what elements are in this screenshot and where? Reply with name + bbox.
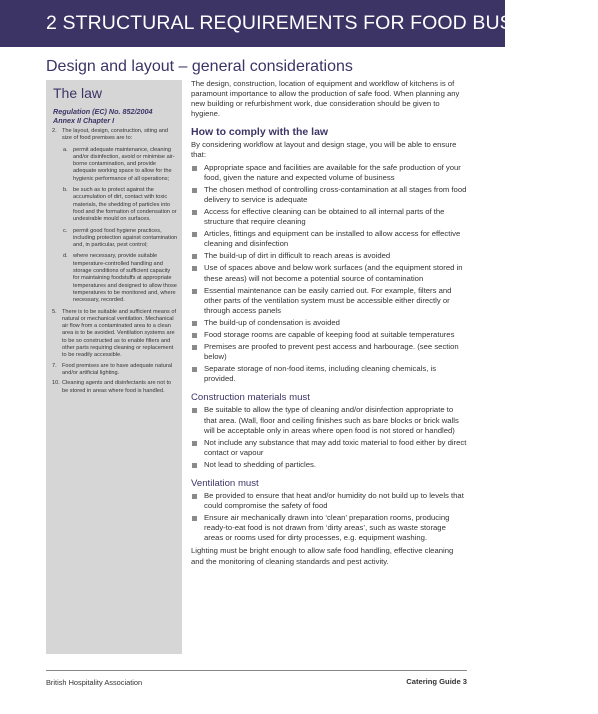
- subclause-letter: d.: [63, 253, 68, 260]
- clause-number: 2.: [52, 128, 57, 134]
- subclause-letter: a.: [63, 146, 68, 153]
- list-item-text: The chosen method of controlling cross-contamination at all stages from food delivery to service is adequate: [204, 184, 467, 204]
- square-bullet-icon: [192, 367, 197, 372]
- clause-number: 5.: [52, 308, 57, 315]
- list-item: [191, 207, 467, 227]
- list-item: [191, 342, 467, 362]
- list-item-text: Premises are proofed to prevent pest access and harbourage. (see section below): [204, 342, 459, 362]
- list-item: [191, 513, 467, 543]
- list-item: [191, 438, 467, 458]
- square-bullet-icon: [192, 232, 197, 237]
- subclause-text: where necessary, provide suitable temperature-controlled handling and storage conditions of sufficient capacity for maintaining foodstuffs at appropriate temperatures and designed to allow those temperatures to be monitored and, where necessary, recorded.: [73, 253, 177, 304]
- list-item: [191, 251, 467, 261]
- list-item: [191, 263, 467, 283]
- subclause: [62, 228, 178, 250]
- list-item: [191, 460, 467, 470]
- subclause-list: [62, 147, 178, 305]
- clause-text: The layout, design, construction, siting and size of food premises are to:: [62, 128, 169, 142]
- square-bullet-icon: [192, 441, 197, 446]
- clause-number: 10.: [52, 380, 60, 387]
- clause-number: 7.: [52, 362, 57, 369]
- list-item: [191, 491, 467, 511]
- comply-heading: How to comply with the law: [191, 126, 329, 139]
- square-bullet-icon: [192, 463, 197, 468]
- square-bullet-icon: [192, 166, 197, 171]
- section-title: Design and layout – general considerations: [46, 58, 353, 75]
- list-item: [191, 405, 467, 435]
- list-item: [191, 185, 467, 205]
- list-item-text: The build-up of condensation is avoided: [204, 317, 340, 327]
- list-item: [191, 229, 467, 249]
- law-clause: [52, 309, 178, 360]
- law-clause: [52, 128, 178, 305]
- square-bullet-icon: [192, 408, 197, 413]
- regulation-number: Regulation (EC) No. 852/2004: [53, 107, 153, 116]
- subclause: [62, 187, 178, 223]
- footer-divider: [46, 670, 467, 671]
- list-item-text: Not include any substance that may add toxic material to food either by direct contact or vapour: [204, 437, 467, 457]
- sidebar-heading: The law: [53, 85, 103, 101]
- list-item-text: Use of spaces above and below work surfaces (and the equipment stored in these areas) will not become a potential source of contamination: [204, 263, 463, 283]
- square-bullet-icon: [192, 494, 197, 499]
- square-bullet-icon: [192, 266, 197, 271]
- regulation-reference: [53, 107, 152, 125]
- list-item-text: The build-up of dirt in difficult to reach areas is avoided: [204, 251, 391, 261]
- square-bullet-icon: [192, 516, 197, 521]
- list-item-text: Be provided to ensure that heat and/or humidity do not build up to levels that could compromise the safety of food: [204, 491, 464, 511]
- square-bullet-icon: [192, 210, 197, 215]
- list-item: [191, 330, 467, 340]
- list-item-text: Food storage rooms are capable of keeping food at suitable temperatures: [204, 329, 455, 339]
- main-content: [191, 79, 467, 567]
- subclause-text: be such as to protect against the accumulation of dirt, contact with toxic materials, the shedding of particles into food and the formation of condensation or undesirable mould on surfaces.: [73, 187, 177, 223]
- list-item: [191, 286, 467, 316]
- ventilation-list: [191, 491, 467, 543]
- list-item-text: Separate storage of non-food items, including cleaning chemicals, is provided.: [204, 364, 437, 384]
- subclause: [62, 147, 178, 183]
- comply-lead: By considering workflow at layout and design stage, you will be able to ensure that:: [191, 140, 457, 160]
- subclause-letter: b.: [63, 187, 68, 194]
- regulation-annex: Annex II Chapter I: [53, 116, 115, 125]
- comply-list: [191, 163, 467, 385]
- materials-heading: Construction materials must: [191, 392, 310, 404]
- list-item-text: Ensure air mechanically drawn into ‘clean’ preparation rooms, producing ready-to-eat food is not drawn from ‘dirty areas’, such as waste storage areas or rooms used for dirty processes, e.g. equipment washing.: [204, 513, 450, 543]
- clause-text: There is to be suitable and sufficient means of natural or mechanical ventilation. Mechanical air flow from a contaminated area to a clean area is to be avoided. Ventilation systems are to be so constructed as to enable filters and other parts requiring cleaning or replacement to be readily accessible.: [62, 308, 177, 359]
- law-clause-list: [52, 128, 178, 398]
- clause-text: Food premises are to have adequate natural and/or artificial lighting.: [62, 362, 173, 376]
- square-bullet-icon: [192, 188, 197, 193]
- list-item: [191, 364, 467, 384]
- ventilation-heading: Ventilation must: [191, 478, 259, 489]
- law-clause: [52, 363, 178, 378]
- page-header-band: [0, 0, 598, 47]
- list-item: [191, 318, 467, 328]
- square-bullet-icon: [192, 321, 197, 326]
- square-bullet-icon: [192, 345, 197, 350]
- lighting-paragraph: Lighting must be bright enough to allow safe food handling, effective cleaning and the monitoring of cleaning standards and pest activity.: [191, 546, 454, 566]
- square-bullet-icon: [192, 254, 197, 259]
- list-item-text: Appropriate space and facilities are available for the safe production of your food, given the nature and expected volume of business: [204, 162, 461, 182]
- list-item-text: Essential maintenance can be easily carried out. For example, filters and other parts of the ventilation system must be accessible either directly or through access panels: [204, 285, 452, 315]
- subclause: [62, 253, 178, 304]
- law-sidebar: [46, 80, 182, 654]
- intro-paragraph: The design, construction, location of equipment and workflow of kitchens is of paramount importance to allow the production of safe food. When planning any new building or refurbishment work, due consideration should be given to hygiene.: [191, 79, 460, 119]
- chapter-title: 2 STRUCTURAL REQUIREMENTS FOR FOOD BUSINESSES: [46, 12, 598, 34]
- list-item: [191, 163, 467, 183]
- list-item-text: Articles, fittings and equipment can be installed to allow access for effective cleaning and disinfection: [204, 229, 461, 249]
- list-item-text: Access for effective cleaning can be obtained to all internal parts of the structure that require cleaning: [204, 206, 445, 227]
- square-bullet-icon: [192, 333, 197, 338]
- subclause-text: permit adequate maintenance, cleaning and/or disinfection, avoid or minimise air-borne contamination, and provide adequate working space to allow for the hygienic performance of all operations;: [73, 146, 175, 182]
- law-clause: [52, 380, 178, 395]
- subclause-text: permit good food hygiene practices, including protection against contamination and, in particular, pest control;: [73, 227, 178, 249]
- clause-text: Cleaning agents and disinfectants are not to be stored in areas where food is handled.: [62, 380, 172, 394]
- square-bullet-icon: [192, 289, 197, 294]
- list-item-text: Be suitable to allow the type of cleaning and/or disinfection appropriate to that area. (Wall, floor and ceiling finishes such as bare blocks or brick walls will be acceptable only in areas where open food is not stored or handled): [204, 405, 459, 435]
- footer-publisher: British Hospitality Association: [46, 678, 143, 687]
- list-item-text: Not lead to shedding of particles.: [204, 459, 316, 469]
- footer-page-label: Catering Guide 3: [406, 677, 467, 686]
- subclause-letter: c.: [63, 227, 68, 234]
- materials-list: [191, 405, 467, 470]
